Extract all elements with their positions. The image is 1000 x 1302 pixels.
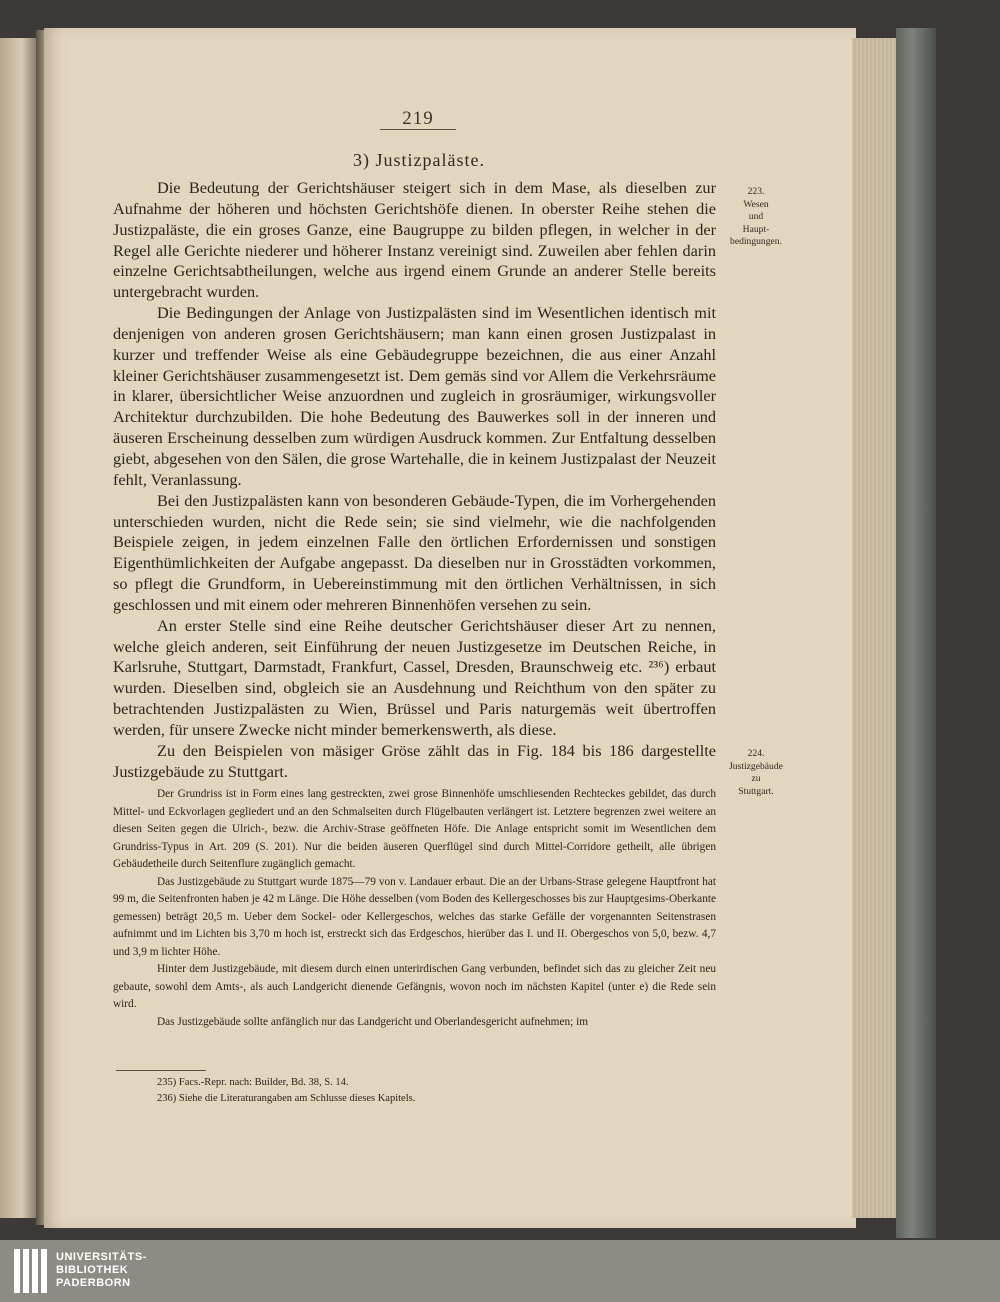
library-logo-icon <box>14 1249 48 1293</box>
marginal-line: Haupt- <box>742 223 770 235</box>
library-name <box>56 1251 196 1290</box>
small-paragraph: Das Justizgebäude zu Stuttgart wurde 1875—79 von v. Landauer erbaut. Die an der Urbans-Strase gelegene Hauptfront hat 99 m, die Seitenfronten haben je 42 m Länge. Die Höhe desselben (vom Boden des Kellergeschosses bis zur Hauptgesims-Oberkante gemessen) beträgt 20,5 m. Ueber dem Sockel- oder Kellergeschos, welches das starke Gefälle der vorgenannten Seitenstrasen aufnimmt und im Lichten bis 3,70 m hoch ist, erstreckt sich das Erdgeschos, hierüber das I. und II. Obergeschos von 5,0, bezw. 4,7 und 3,9 m lichter Höhe. <box>113 875 716 958</box>
body-paragraph: Zu den Beispielen von mäsiger Gröse zählt das in Fig. 184 bis 186 dargestellte Justizgebäude zu Stuttgart. <box>113 740 716 781</box>
facing-page-edge <box>0 38 36 1218</box>
section-heading: 3) Justizpaläste. <box>353 150 485 170</box>
marginal-note-224 <box>719 748 793 798</box>
library-name-line: BIBLIOTHEK <box>56 1264 129 1276</box>
body-paragraph: Die Bedeutung der Gerichtshäuser steigert sich in dem Mase, als dieselben zur Aufnahme der höheren und höchsten Gerichtshöfe dienen. In oberster Reihe stehen die Justizpaläste, die ein groses Ganze, eine Baugruppe zu bilden pflegen, in welcher in der Regel alle Gerichte niederer und höherer Instanz vereinigt sind. Zuweilen aber fehlen darin einzelne Gerichtsabtheilungen, welche aus irgend einem Grunde an anderer Stelle bereits untergebracht wurden. <box>113 178 716 302</box>
marginal-line: Wesen <box>743 198 769 210</box>
library-name-line: PADERBORN <box>56 1277 131 1289</box>
library-name-line: UNIVERSITÄTS- <box>56 1251 147 1263</box>
marginal-line: Justizgebäude <box>729 760 783 772</box>
body-paragraph: An erster Stelle sind eine Reihe deutscher Gerichtshäuser dieser Art zu nennen, welche gleich anderen, seit Einführung der neuen Justizgesetze im Deutschen Reiche, in Karlsruhe, Stuttgart, Darmstadt, Frankfurt, Cassel, Dresden, Braunschweig etc. ²³⁶) erbaut wurden. Dieselben sind, obgleich sie an Ausdehnung und Reichthum von den später zu betrachtenden Justizpalästen zu Wien, Brüssel und Paris naturgemäs weit übertroffen werden, für unsere Zwecke nicht minder bemerkenswerth, als diese. <box>113 615 716 739</box>
small-paragraph: Hinter dem Justizgebäude, mit diesem durch einen unterirdischen Gang verbunden, befindet sich das zu gleicher Zeit neu gebaute, sowohl dem Amts-, als auch Landgericht dienende Gefängnis, wovon noch im nächsten Kapitel (unter e) die Rede sein wird. <box>113 963 716 1010</box>
marginal-line: zu <box>751 773 761 785</box>
body-paragraph: Bei den Justizpalästen kann von besonderen Gebäude-Typen, die im Vorhergehenden unterschieden wurden, nicht die Rede sein; sie sind vielmehr, wie die nachfolgenden Beispiele zeigen, in jedem einzelnen Falle den örtlichen Erfordernissen und sonstigen Eigenthümlichkeiten der Aufgabe angepasst. Da dieselben nur in Grosstädten vorkommen, so pflegt die Grundform, in Uebereinstimmung mit den örtlichen Verhältnissen, in sich geschlossen und mit einem oder mehreren Binnenhöfen versehen zu sein. <box>113 490 716 614</box>
page-number: 219 <box>402 108 434 129</box>
marginal-line: Stuttgart. <box>738 785 774 797</box>
small-print-text <box>113 786 716 1031</box>
marginal-line: 223. <box>747 186 765 197</box>
body-paragraph: Die Bedingungen der Anlage von Justizpalästen sind im Wesentlichen identisch mit denjenigen von anderen grosen Gerichtshäusern; man kann einen grosen Justizpalast in kurzer und treffender Weise als eine Gebäudegruppe bezeichnen, die aus einer Anzahl kleiner Gerichtshäuser zusammengesetzt ist. Dem gemäs sind vor Allem die Verkehrsräume in klarer, übersichtlicher Weise anzuordnen und zugleich in grosräumiger, wirkungsvoller Architektur durchzubilden. Die hohe Bedeutung des Bauwerkes soll in der inneren und äuseren Erscheinung desselben zum würdigen Ausdruck kommen. Zur Entfaltung desselben giebt, abgesehen von den Sälen, die grose Wartehalle, die in keinem Justizpalast der Neuzeit fehlt, Veranlassung. <box>113 303 716 489</box>
footnotes <box>113 1075 613 1107</box>
marginal-note-223 <box>719 186 793 249</box>
footnote: 235) Facs.-Repr. nach: Builder, Bd. 38, S. 14. <box>157 1077 349 1088</box>
marginal-line: bedingungen. <box>730 236 782 248</box>
page-number-rule <box>380 129 456 130</box>
marginal-line: und <box>748 211 764 223</box>
book-cover <box>896 28 936 1238</box>
footnote: 236) Siehe die Literaturangaben am Schlusse dieses Kapitels. <box>157 1093 416 1104</box>
main-text <box>113 178 716 782</box>
small-paragraph: Der Grundriss ist in Form eines lang gestreckten, zwei grose Binnenhöfe umschliesenden Rechteckes gebildet, das durch Mittel- und Eckvorlagen gegliedert und an den Schmalseiten durch Flügelbauten verlängert ist. Letztere begrenzen zwei weitere an diesen Seiten gegen die Ulrich-, bezw. die Archiv-Strase geöffneten Höfe. Die Anlage entspricht somit im Wesentlichen dem Grundriss-Typus in Art. 209 (S. 201). Nur die beiden äuseren Querflügel sind durch Mittel-Corridore getheilt, alle übrigen Gebäudetheile durch Seitenflure zugänglich gemacht. <box>113 788 716 870</box>
marginal-line: 224. <box>747 748 765 759</box>
small-paragraph: Das Justizgebäude sollte anfänglich nur das Landgericht und Oberlandesgericht aufnehmen; im <box>157 1015 589 1028</box>
page-stack-edges <box>852 38 898 1218</box>
footnote-rule <box>116 1070 206 1071</box>
